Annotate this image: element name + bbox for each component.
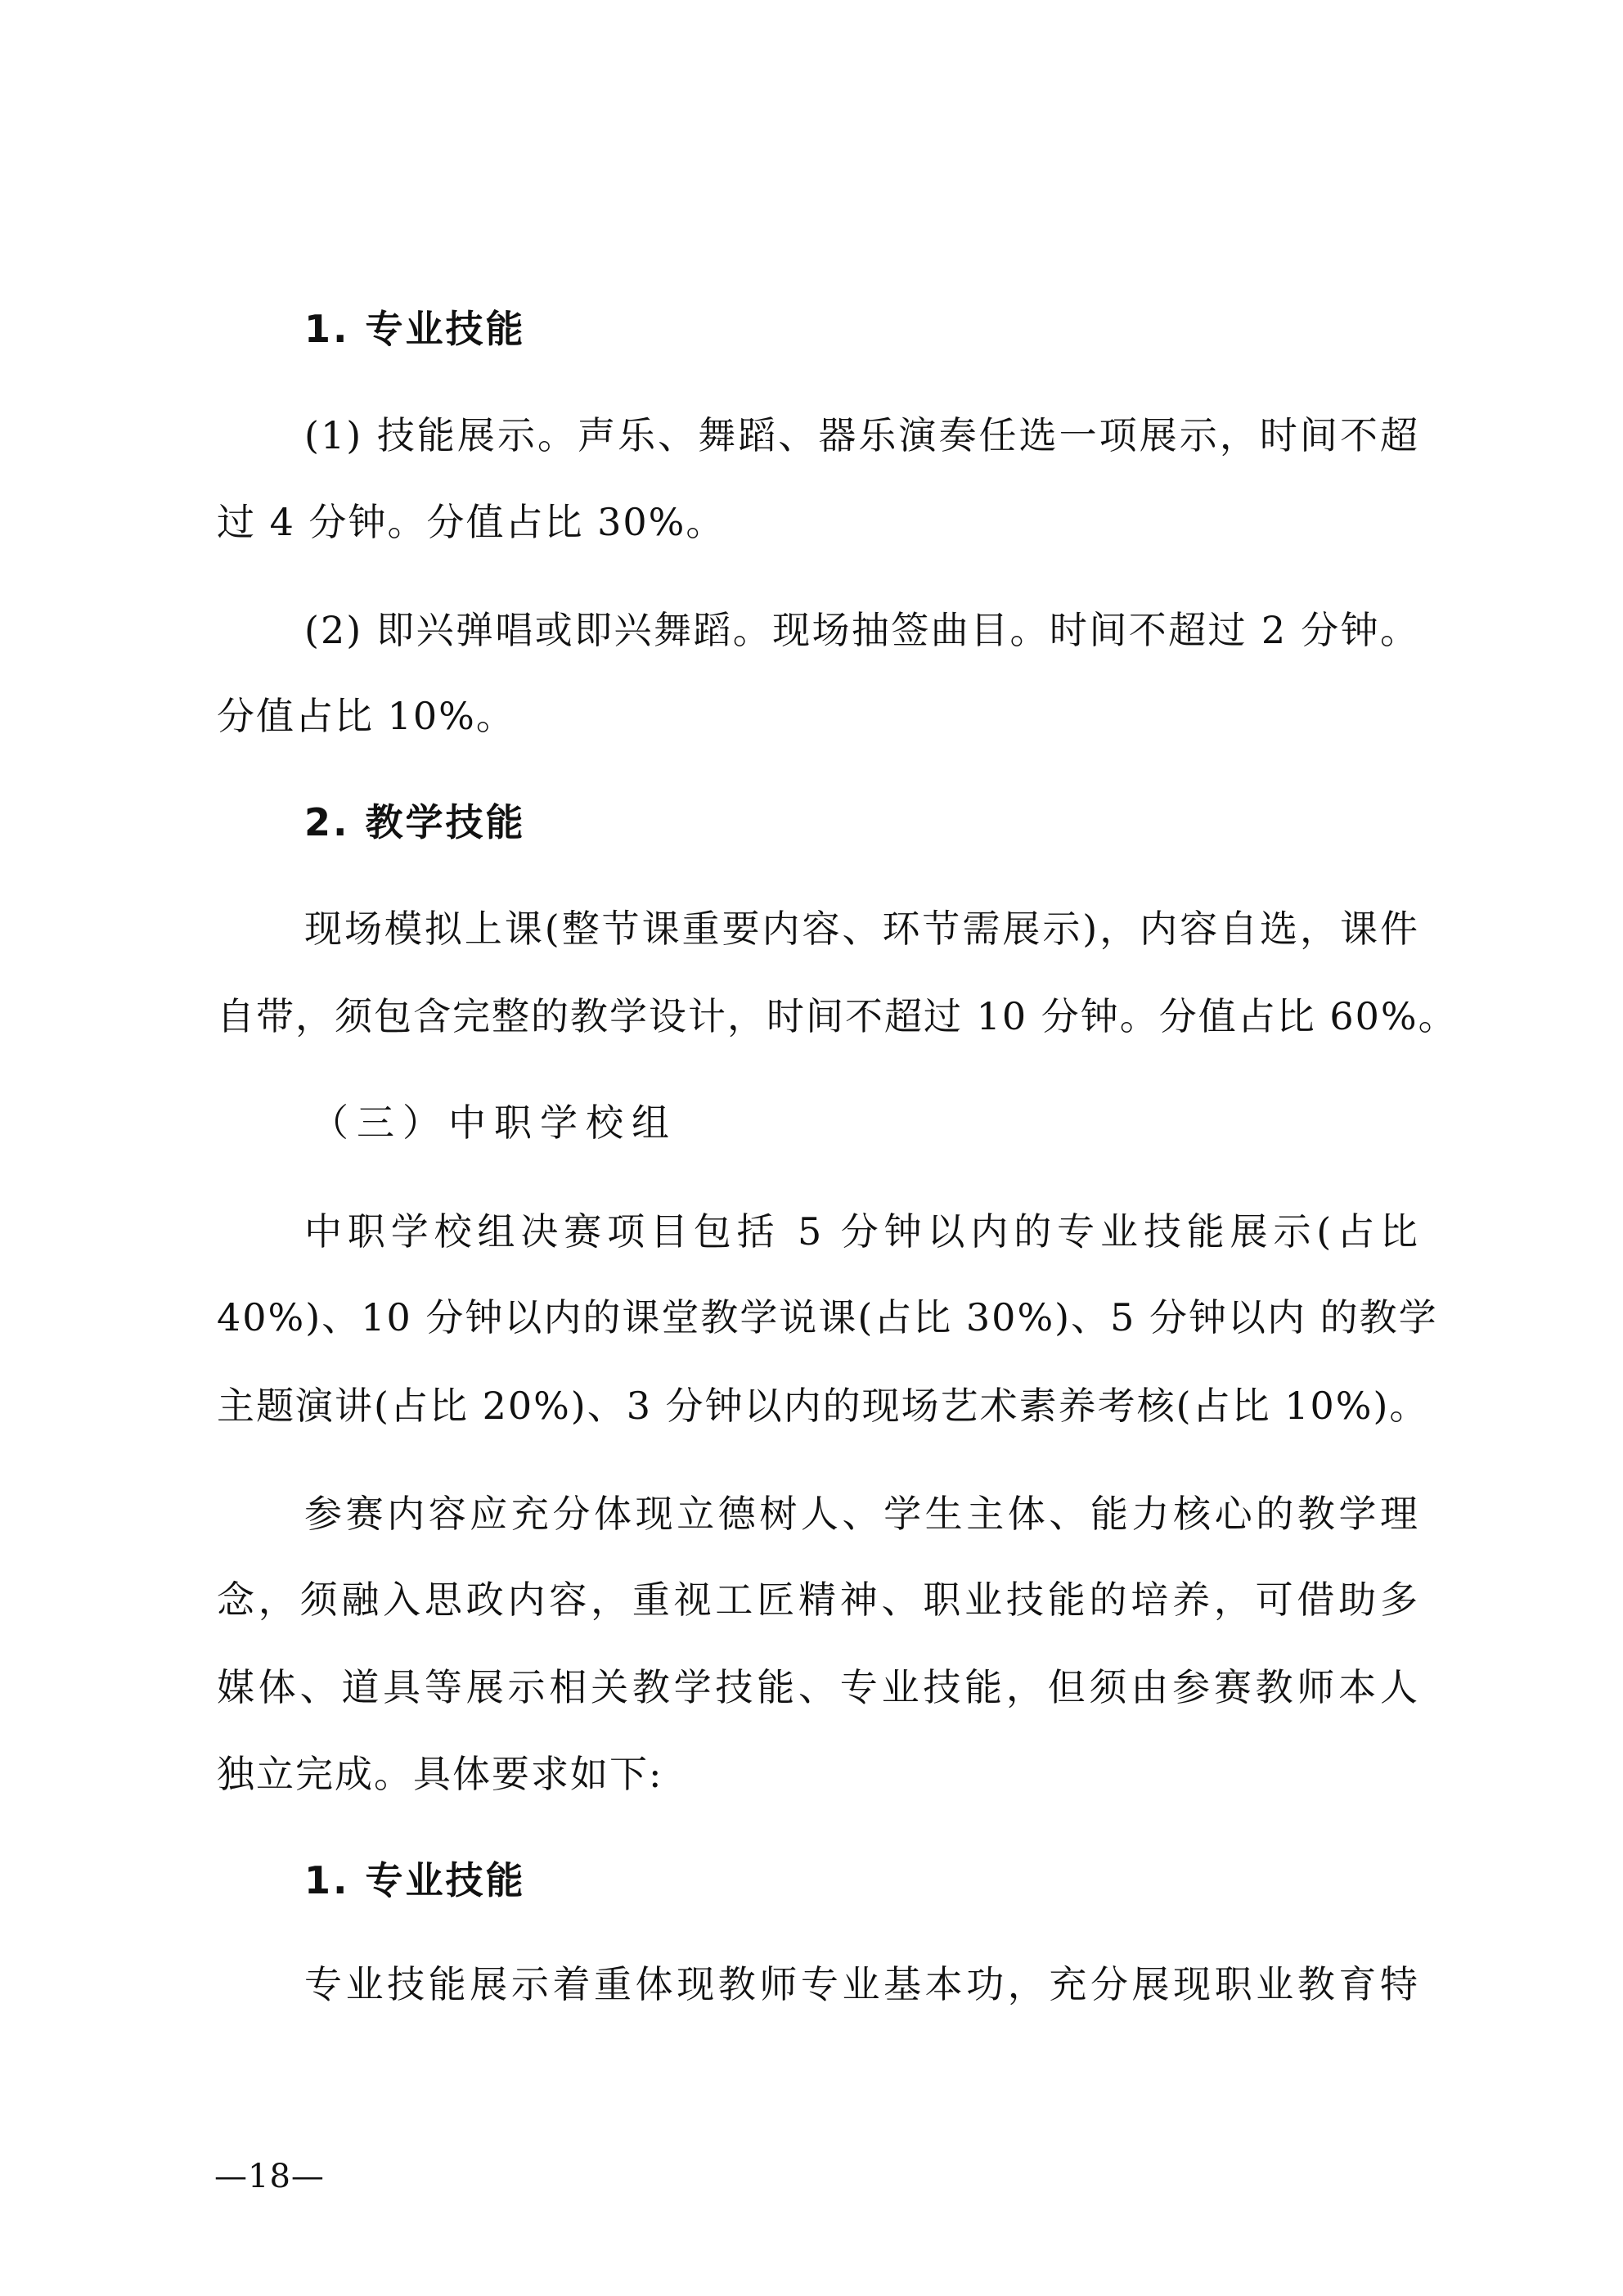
paragraph-line: 中职学校组决赛项目包括 5 分钟以内的专业技能展示(占比	[304, 1209, 1419, 1254]
paragraph-line: (1) 技能展示。声乐、舞蹈、器乐演奏任选一项展示，时间不超	[304, 413, 1419, 457]
heading-professional-skills-2: 1. 专业技能	[304, 1858, 526, 1902]
page-number: —18—	[214, 2158, 325, 2195]
paragraph-line: 40%)、10 分钟以内的课堂教学说课(占比 30%)、5 分钟以内 的教学	[217, 1295, 1438, 1339]
paragraph-line: 念，须融入思政内容，重视工匠精神、职业技能的培养，可借助多	[217, 1578, 1419, 1622]
paragraph-line: 自带，须包含完整的教学设计，时间不超过 10 分钟。分值占比 60%。	[217, 994, 1458, 1038]
paragraph-line: 媒体、道具等展示相关教学技能、专业技能，但须由参赛教师本人	[217, 1665, 1419, 1709]
paragraph-line: (2) 即兴弹唱或即兴舞蹈。现场抽签曲目。时间不超过 2 分钟。	[304, 608, 1419, 652]
paragraph-line: 过 4 分钟。分值占比 30%。	[217, 500, 726, 544]
paragraph-line: 主题演讲(占比 20%)、3 分钟以内的现场艺术素养考核(占比 10%)。	[217, 1384, 1429, 1428]
heading-professional-skills: 1. 专业技能	[304, 307, 526, 351]
paragraph-line: 现场模拟上课(整节课重要内容、环节需展示)，内容自选，课件	[304, 907, 1419, 951]
paragraph-line: 分值占比 10%。	[217, 694, 515, 738]
paragraph-line: 独立完成。具体要求如下:	[217, 1752, 663, 1796]
heading-teaching-skills: 2. 教学技能	[304, 800, 526, 844]
paragraph-line: 参赛内容应充分体现立德树人、学生主体、能力核心的教学理	[304, 1492, 1419, 1536]
section-heading-vocational-school: （三）中职学校组	[311, 1101, 677, 1145]
paragraph-line: 专业技能展示着重体现教师专业基本功，充分展现职业教育特	[304, 1962, 1419, 2006]
